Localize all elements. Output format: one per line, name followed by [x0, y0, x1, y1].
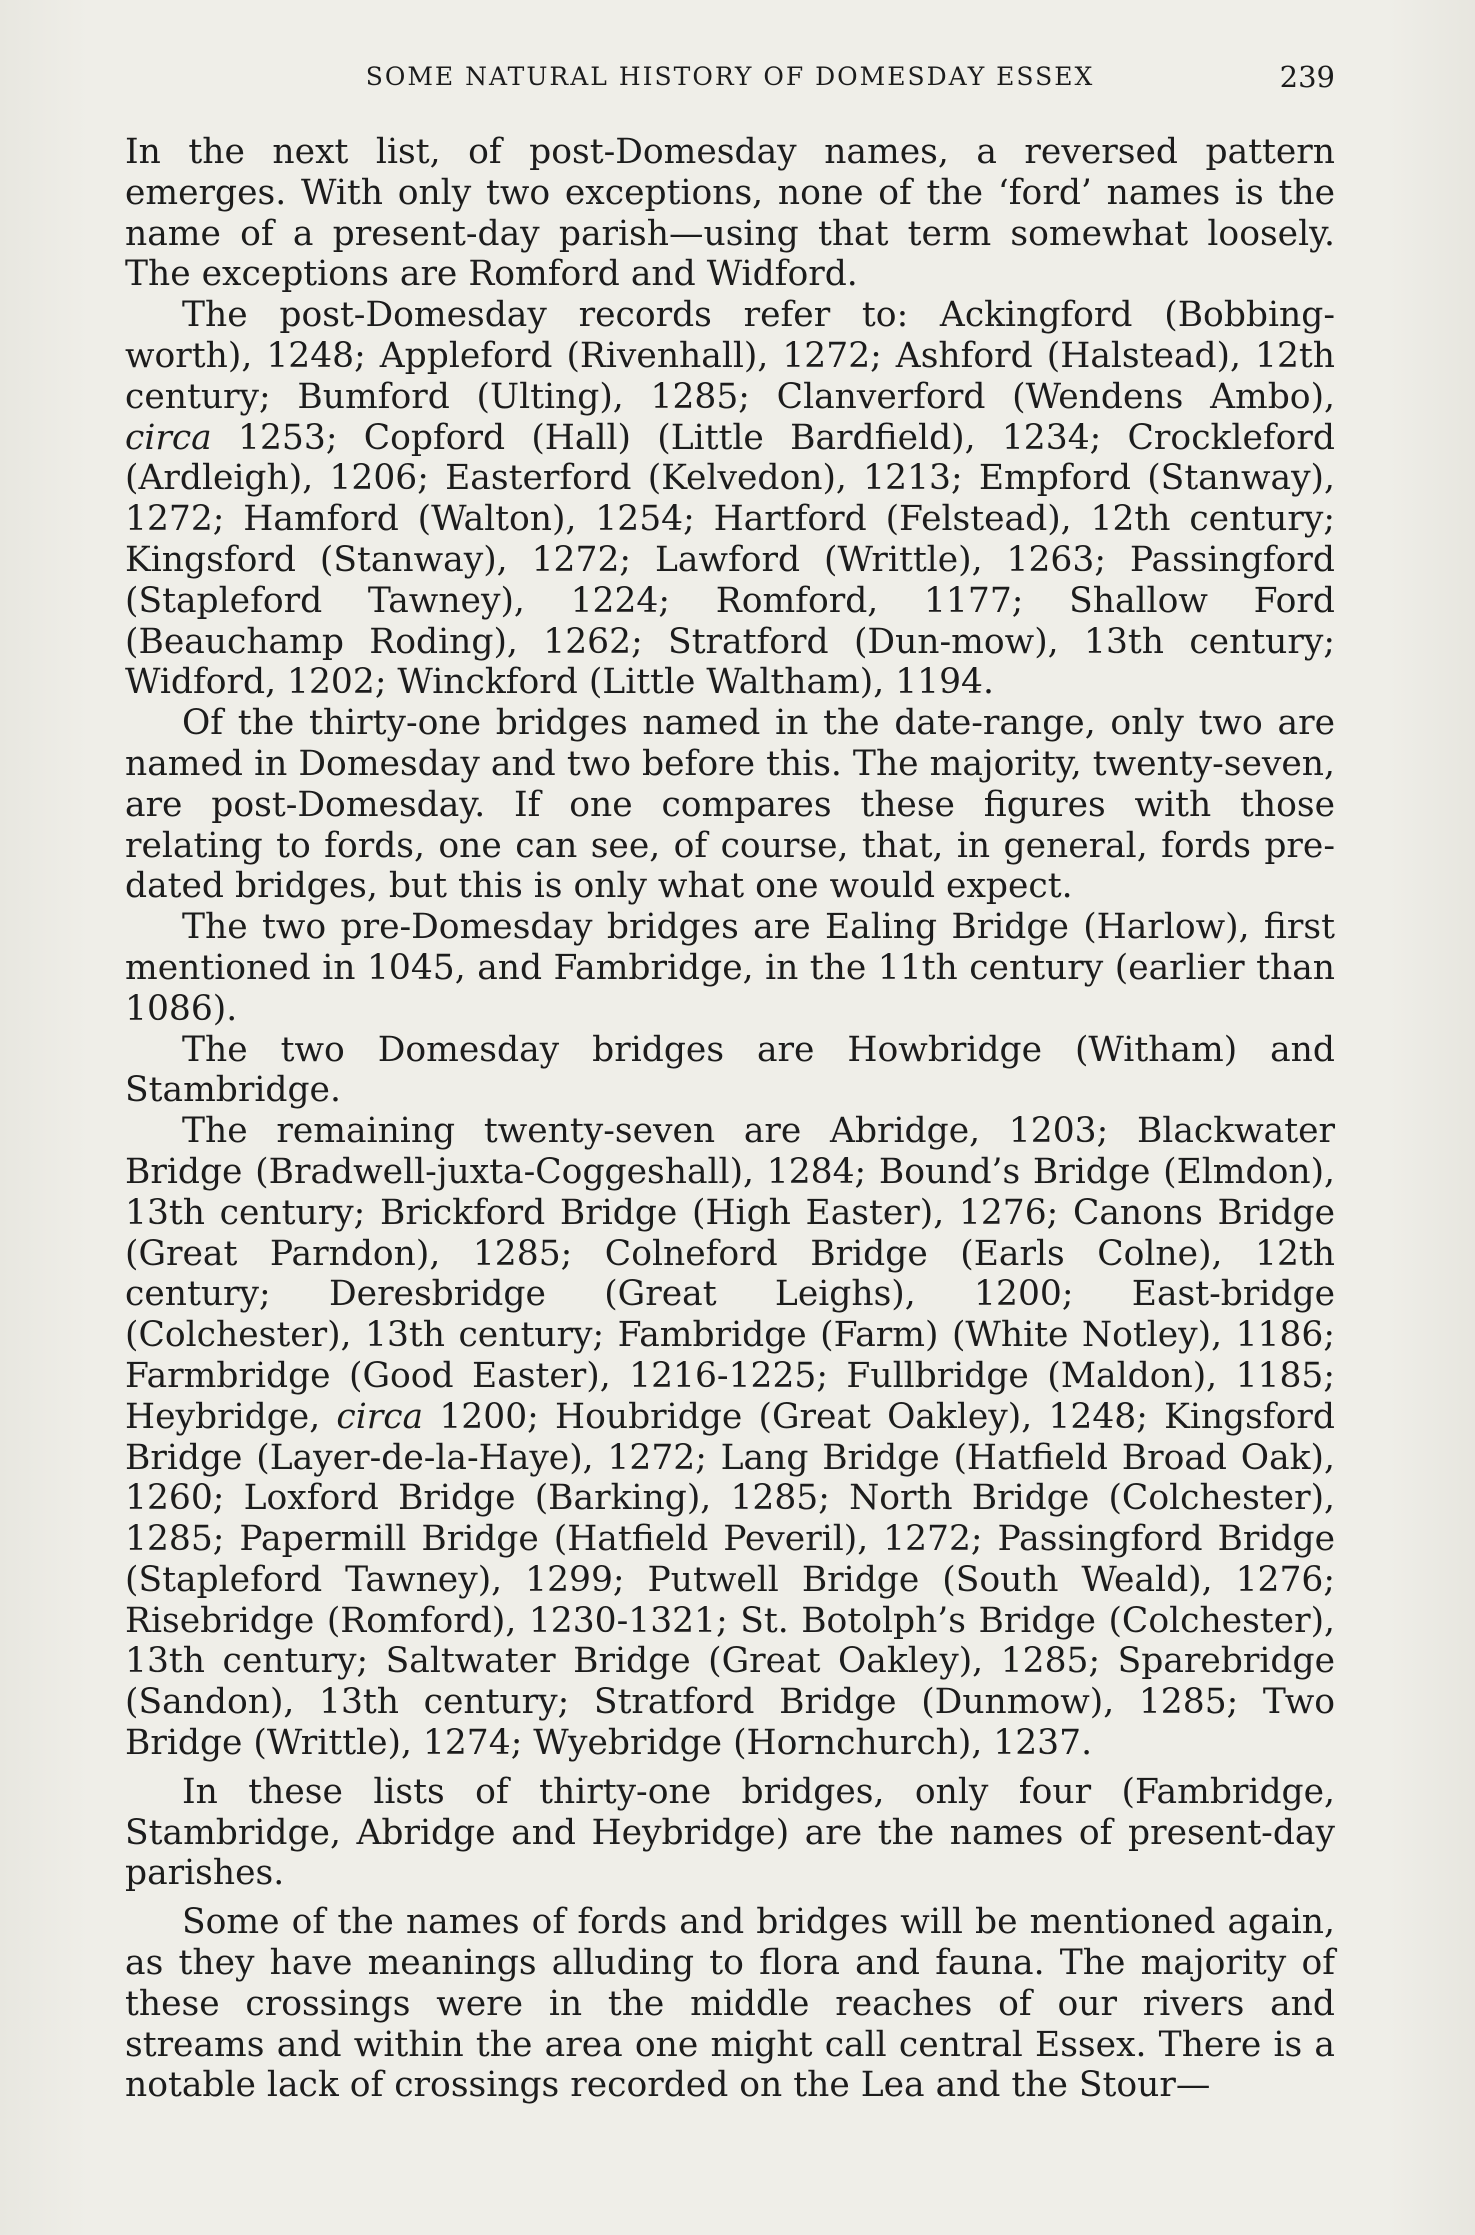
paragraph-3: Of the thirty-one bridges named in the date-range, only two are named in Domesday and two before this. The majority, twenty-seven, are post-Domesday. If one compares these figures with those relating to fords, one can see, of course, that, in general, fords pre-dated bridges, but this is only what one would expect. — [125, 703, 1335, 907]
page-header — [125, 54, 1335, 104]
paragraph-1: In the next list, of post-Domesday names, a reversed pattern emerges. With only two exceptions, none of the ‘ford’ names is the name of a present-day parish—using that term somewhat loosely. The exceptions are Romford and Widford. — [125, 132, 1335, 295]
running-head: SOME NATURAL HISTORY OF DOMESDAY ESSEX — [365, 62, 1095, 91]
circa-italic: circa — [336, 1396, 424, 1437]
paragraph-6-part-a: The remaining twenty-seven are Abridge, 1203; Blackwater Bridge (Bradwell-juxta-Coggeshall), 1284; Bound’s Bridge (Elmdon), 13th century; Brickford Bridge (High Easter), 1276; Canons Bridge (Great Parndon), 1285; Colneford Bridge (Earls Colne), 12th century; Deresbridge (Great Leighs), 1200; East-bridge (Colchester), 13th century; Fambridge (Farm) (White Notley), 1186; Farmbridge (Good Easter), 1216-1225; Fullbridge (Maldon), 1185; Heybridge, — [125, 1111, 1335, 1437]
page-content — [125, 54, 1335, 2106]
page-number: 239 — [1279, 60, 1335, 94]
circa-italic: circa — [125, 417, 212, 458]
paragraph-6 — [125, 1111, 1335, 1764]
paragraph-7: In these lists of thirty-one bridges, only four (Fambridge, Stambridge, Abridge and Heybridge) are the names of present-day parishes. — [125, 1771, 1335, 1894]
paragraph-2 — [125, 295, 1335, 703]
body-text — [125, 132, 1335, 2106]
paragraph-6-part-b: 1200; Houbridge (Great Oakley), 1248; Kingsford Bridge (Layer-de-la-Haye), 1272; Lang Bridge (Hatfield Broad Oak), 1260; Loxford Bridge (Barking), 1285; North Bridge (Colchester), 1285; Papermill Bridge (Hatfield Peveril), 1272; Passingford Bridge (Stapleford Tawney), 1299; Putwell Bridge (South Weald), 1276; Risebridge (Romford), 1230-1321; St. Botolph’s Bridge (Colchester), 13th century; Saltwater Bridge (Great Oakley), 1285; Sparebridge (Sandon), 13th century; Stratford Bridge (Dunmow), 1285; Two Bridge (Writtle), 1274; Wyebridge (Hornchurch), 1237. — [125, 1396, 1336, 1764]
paragraph-8: Some of the names of fords and bridges will be mentioned again, as they have meanings alluding to flora and fauna. The majority of these crossings were in the middle reaches of our rivers and streams and within the area one might call central Essex. There is a notable lack of crossings recorded on the Lea and the Stour— — [125, 1902, 1335, 2106]
paragraph-2-part-b: 1253; Copford (Hall) (Little Bardfield), 1234; Crockleford (Ardleigh), 1206; Easterford (Kelvedon), 1213; Empford (Stanway), 1272; Hamford (Walton), 1254; Hartford (Felstead), 12th century; Kingsford (Stanway), 1272; Lawford (Writtle), 1263; Passingford (Stapleford Tawney), 1224; Romford, 1177; Shallow Ford (Beauchamp Roding), 1262; Stratford (Dun-mow), 13th century; Widford, 1202; Winckford (Little Waltham), 1194. — [125, 417, 1335, 703]
paragraph-5: The two Domesday bridges are Howbridge (Witham) and Stambridge. — [125, 1029, 1335, 1111]
paragraph-4: The two pre-Domesday bridges are Ealing Bridge (Harlow), first mentioned in 1045, and Fambridge, in the 11th century (earlier than 1086). — [125, 907, 1335, 1029]
paragraph-2-part-a: The post-Domesday records refer to: Ackingford (Bobbing-worth), 1248; Appleford (Rivenhall), 1272; Ashford (Halstead), 12th century; Bumford (Ulting), 1285; Clanverford (Wendens Ambo), — [125, 295, 1335, 417]
